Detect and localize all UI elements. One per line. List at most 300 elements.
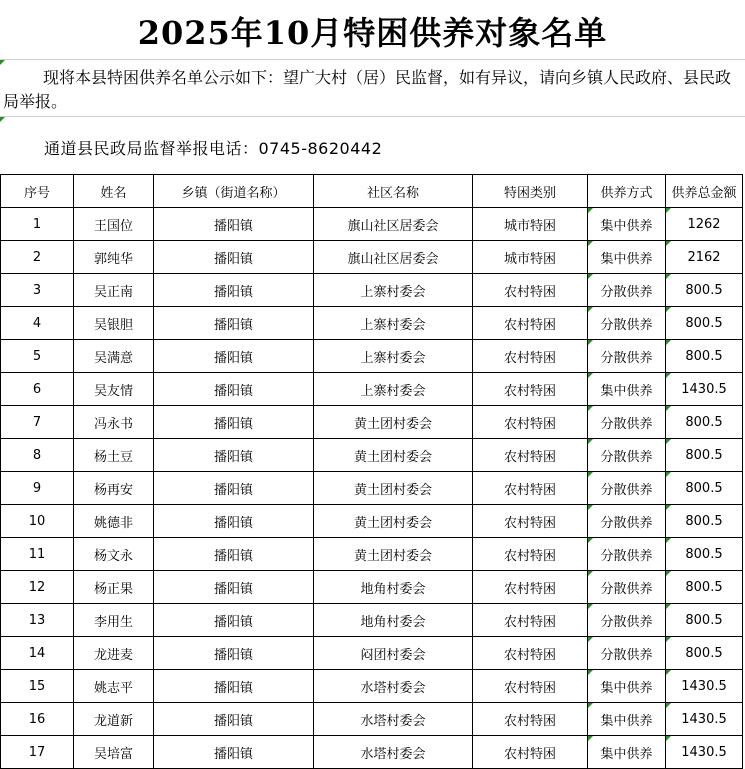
cell-index-value: 8 [32,447,42,463]
cell-community-value: 黄土团村委会 [353,515,432,531]
cell-comment-marker [666,736,671,741]
cell-category-value: 农村特困 [503,548,556,564]
cell-category[interactable] [473,373,588,406]
cell-total-amount[interactable] [666,208,743,241]
cell-index-value: 7 [32,414,42,430]
cell-total-amount[interactable] [666,736,743,769]
cell-total-amount[interactable] [666,274,743,307]
cell-support-mode[interactable] [588,670,666,703]
table-header-row [1,175,743,208]
cell-community[interactable] [314,274,473,307]
cell-name[interactable] [74,340,154,373]
cell-community-value: 旗山社区居委会 [347,251,439,267]
cell-category[interactable] [473,208,588,241]
cell-support-mode-value: 分散供养 [600,614,653,630]
table-row [1,307,743,340]
cell-support-mode-value: 分散供养 [600,449,653,465]
cell-support-mode-value: 分散供养 [600,548,653,564]
cell-support-mode[interactable] [588,373,666,406]
cell-total-amount-value: 2162 [687,249,721,265]
cell-index-value: 6 [32,381,42,397]
cell-support-mode[interactable] [588,604,666,637]
cell-comment-marker [666,274,671,279]
cell-category[interactable] [473,538,588,571]
cell-community-value: 上寨村委会 [360,383,426,399]
cell-category[interactable] [473,241,588,274]
cell-township-value: 播阳镇 [213,746,253,762]
cell-name-value: 吴友情 [93,383,133,399]
cell-township[interactable] [154,439,314,472]
table-row [1,571,743,604]
cell-comment-marker [588,604,593,609]
cell-support-mode-value: 分散供养 [600,482,653,498]
cell-category[interactable] [473,439,588,472]
cell-comment-marker [588,208,593,213]
table-row [1,472,743,505]
cell-comment-marker [588,571,593,576]
cell-total-amount-value: 1430.5 [681,678,727,694]
cell-support-mode-value: 分散供养 [600,284,653,300]
cell-support-mode[interactable] [588,241,666,274]
cell-total-amount[interactable] [666,373,743,406]
cell-comment-marker [588,439,593,444]
cell-name-value: 杨再安 [93,482,133,498]
table-row [1,439,743,472]
cell-total-amount[interactable] [666,505,743,538]
cell-name-value: 杨土豆 [93,449,133,465]
cell-comment-marker [588,373,593,378]
cell-support-mode[interactable] [588,307,666,340]
cell-name[interactable] [74,736,154,769]
cell-comment-marker [666,307,671,312]
cell-category-value: 农村特困 [503,614,556,630]
cell-name[interactable] [74,406,154,439]
cell-name[interactable] [74,571,154,604]
cell-community-value: 上寨村委会 [360,350,426,366]
cell-township[interactable] [154,505,314,538]
header-index: 序号 [1,175,74,208]
cell-comment-marker [666,505,671,510]
cell-category-value: 城市特困 [503,251,556,267]
cell-index-value: 15 [28,678,46,694]
cell-township-value: 播阳镇 [213,218,253,234]
cell-community-value: 旗山社区居委会 [347,218,439,234]
cell-community[interactable] [314,340,473,373]
cell-index[interactable] [1,274,74,307]
cell-comment-marker [666,670,671,675]
cell-total-amount-value: 800.5 [685,579,723,595]
cell-township-value: 播阳镇 [213,350,253,366]
cell-comment-marker [588,340,593,345]
cell-category-value: 农村特困 [503,284,556,300]
cell-comment-marker [588,505,593,510]
cell-comment-marker [666,538,671,543]
cell-total-amount-value: 800.5 [685,513,723,529]
cell-community[interactable] [314,538,473,571]
cell-name[interactable] [74,274,154,307]
table-row [1,274,743,307]
notice-row [0,60,745,117]
cell-community[interactable] [314,604,473,637]
cell-support-mode-value: 集中供养 [600,218,653,234]
cell-support-mode[interactable] [588,505,666,538]
cell-comment-marker [666,406,671,411]
cell-community-value: 黄土团村委会 [353,449,432,465]
cell-name-value: 杨正果 [93,581,133,597]
header-community: 社区名称 [314,175,473,208]
cell-comment-marker [666,571,671,576]
cell-community[interactable] [314,670,473,703]
cell-township[interactable] [154,670,314,703]
cell-category[interactable] [473,307,588,340]
cell-community-value: 水塔村委会 [360,746,426,762]
cell-category[interactable] [473,703,588,736]
cell-support-mode-value: 集中供养 [600,746,653,762]
notice-text: 现将本县特困供养名单公示如下：望广大村（居）民监督，如有异议，请向乡镇人民政府、县民政局举报。 [3,68,732,111]
cell-category-value: 农村特困 [503,647,556,663]
table-row [1,340,743,373]
cell-community[interactable] [314,439,473,472]
cell-support-mode-value: 集中供养 [600,383,653,399]
cell-total-amount-value: 1430.5 [681,744,727,760]
cell-comment-marker [666,208,671,213]
cell-name-value: 吴培富 [93,746,133,762]
header-township: 乡镇（街道名称） [154,175,314,208]
cell-total-amount[interactable] [666,637,743,670]
cell-name-value: 冯永书 [93,416,133,432]
cell-support-mode[interactable] [588,274,666,307]
cell-community[interactable] [314,406,473,439]
cell-community[interactable] [314,571,473,604]
cell-comment-marker [588,637,593,642]
cell-township-value: 播阳镇 [213,416,253,432]
cell-index-value: 4 [32,315,42,331]
cell-support-mode-value: 集中供养 [600,251,653,267]
table-row [1,373,743,406]
cell-community-value: 水塔村委会 [360,680,426,696]
cell-township-value: 播阳镇 [213,581,253,597]
cell-category-value: 农村特困 [503,416,556,432]
cell-total-amount-value: 1430.5 [681,711,727,727]
cell-index-value: 5 [32,348,42,364]
cell-name-value: 姚志平 [93,680,133,696]
cell-support-mode-value: 分散供养 [600,515,653,531]
cell-comment-marker [588,472,593,477]
cell-name[interactable] [74,538,154,571]
cell-community[interactable] [314,637,473,670]
cell-category-value: 农村特困 [503,317,556,333]
cell-name-value: 李用生 [93,614,133,630]
table-row [1,703,743,736]
cell-township[interactable] [154,637,314,670]
cell-community-value: 水塔村委会 [360,713,426,729]
cell-comment-marker [588,406,593,411]
header-total-amount: 供养总金额 [666,175,743,208]
phone-row [0,117,745,173]
cell-index-value: 9 [32,480,42,496]
cell-township-value: 播阳镇 [213,515,253,531]
cell-category[interactable] [473,472,588,505]
table-row [1,637,743,670]
cell-township[interactable] [154,241,314,274]
cell-total-amount-value: 800.5 [685,447,723,463]
cell-index[interactable] [1,670,74,703]
cell-index-value: 2 [32,249,42,265]
report-phone-text: 通道县民政局监督举报电话：0745-8620442 [44,139,383,158]
table-row [1,604,743,637]
cell-name-value: 龙进麦 [93,647,133,663]
cell-name[interactable] [74,637,154,670]
cell-total-amount-value: 800.5 [685,645,723,661]
table-row [1,208,743,241]
cell-name[interactable] [74,208,154,241]
cell-support-mode-value: 分散供养 [600,581,653,597]
cell-category[interactable] [473,340,588,373]
cell-township[interactable] [154,307,314,340]
cell-name-value: 王国位 [93,218,133,234]
cell-township[interactable] [154,703,314,736]
cell-township-value: 播阳镇 [213,713,253,729]
cell-index[interactable] [1,604,74,637]
cell-township-value: 播阳镇 [213,680,253,696]
cell-township[interactable] [154,472,314,505]
cell-township-value: 播阳镇 [213,251,253,267]
title-row [0,0,745,60]
cell-name[interactable] [74,307,154,340]
cell-comment-marker [666,604,671,609]
cell-township[interactable] [154,538,314,571]
cell-total-amount[interactable] [666,571,743,604]
cell-total-amount[interactable] [666,340,743,373]
cell-index[interactable] [1,373,74,406]
cell-index[interactable] [1,505,74,538]
cell-index[interactable] [1,637,74,670]
cell-comment-marker [666,703,671,708]
table-row [1,670,743,703]
cell-township[interactable] [154,274,314,307]
cell-community[interactable] [314,703,473,736]
cell-township-value: 播阳镇 [213,614,253,630]
cell-comment-marker [588,670,593,675]
cell-total-amount-value: 800.5 [685,315,723,331]
cell-comment-marker [666,439,671,444]
cell-support-mode-value: 分散供养 [600,317,653,333]
cell-community-value: 地角村委会 [360,614,426,630]
cell-comment-marker [588,703,593,708]
cell-category-value: 农村特困 [503,482,556,498]
cell-total-amount[interactable] [666,703,743,736]
cell-comment-marker [666,472,671,477]
cell-comment-marker [666,241,671,246]
cell-total-amount-value: 800.5 [685,414,723,430]
cell-name[interactable] [74,703,154,736]
cell-community-value: 黄土团村委会 [353,482,432,498]
cell-comment-marker [588,241,593,246]
cell-support-mode-value: 分散供养 [600,647,653,663]
cell-category[interactable] [473,274,588,307]
cell-support-mode[interactable] [588,472,666,505]
cell-community-value: 闷团村委会 [360,647,426,663]
cell-township[interactable] [154,373,314,406]
header-name: 姓名 [74,175,154,208]
cell-total-amount-value: 800.5 [685,546,723,562]
cell-category-value: 农村特困 [503,581,556,597]
cell-community-value: 上寨村委会 [360,317,426,333]
cell-category-value: 农村特困 [503,713,556,729]
cell-category-value: 农村特困 [503,350,556,366]
cell-index[interactable] [1,241,74,274]
cell-community-value: 黄土团村委会 [353,416,432,432]
cell-category-value: 农村特困 [503,680,556,696]
cell-name-value: 吴满意 [93,350,133,366]
cell-name[interactable] [74,373,154,406]
cell-category-value: 城市特困 [503,218,556,234]
cell-community[interactable] [314,472,473,505]
cell-index[interactable] [1,736,74,769]
cell-index-value: 17 [28,744,46,760]
cell-comment-marker [666,340,671,345]
cell-community-value: 地角村委会 [360,581,426,597]
cell-support-mode[interactable] [588,208,666,241]
cell-support-mode[interactable] [588,406,666,439]
cell-community[interactable] [314,307,473,340]
cell-index[interactable] [1,538,74,571]
cell-total-amount-value: 800.5 [685,480,723,496]
cell-index[interactable] [1,340,74,373]
cell-township[interactable] [154,340,314,373]
cell-index-value: 3 [32,282,42,298]
cell-support-mode[interactable] [588,538,666,571]
cell-comment-marker [588,736,593,741]
cell-name-value: 吴正南 [93,284,133,300]
cell-name-value: 姚德非 [93,515,133,531]
cell-township[interactable] [154,208,314,241]
cell-support-mode[interactable] [588,736,666,769]
cell-total-amount[interactable] [666,406,743,439]
cell-index-value: 13 [28,612,46,628]
cell-name-value: 郭纯华 [93,251,133,267]
cell-support-mode-value: 集中供养 [600,680,653,696]
cell-total-amount-value: 800.5 [685,612,723,628]
cell-index-value: 11 [28,546,46,562]
cell-township[interactable] [154,571,314,604]
table-row [1,406,743,439]
cell-category[interactable] [473,505,588,538]
cell-name[interactable] [74,472,154,505]
cell-total-amount[interactable] [666,538,743,571]
cell-category[interactable] [473,736,588,769]
cell-name[interactable] [74,670,154,703]
cell-comment-marker [588,307,593,312]
cell-name-value: 吴银胆 [93,317,133,333]
cell-township-value: 播阳镇 [213,383,253,399]
cell-total-amount[interactable] [666,241,743,274]
cell-township[interactable] [154,406,314,439]
cell-name[interactable] [74,505,154,538]
cell-comment-marker [666,373,671,378]
cell-index-value: 16 [28,711,46,727]
cell-category[interactable] [473,571,588,604]
cell-index-value: 1 [32,216,42,232]
cell-community[interactable] [314,373,473,406]
cell-category-value: 农村特困 [503,383,556,399]
cell-community[interactable] [314,736,473,769]
cell-index[interactable] [1,307,74,340]
page-title: 2025年10月特困供养对象名单 [137,14,608,52]
cell-community[interactable] [314,241,473,274]
cell-index[interactable] [1,406,74,439]
cell-name-value: 杨文永 [93,548,133,564]
cell-name-value: 龙道新 [93,713,133,729]
cell-index[interactable] [1,472,74,505]
cell-category-value: 农村特困 [503,746,556,762]
cell-category-value: 农村特困 [503,515,556,531]
roster-table [0,174,743,769]
cell-support-mode-value: 分散供养 [600,350,653,366]
cell-index[interactable] [1,439,74,472]
cell-township-value: 播阳镇 [213,548,253,564]
cell-index[interactable] [1,208,74,241]
cell-support-mode[interactable] [588,571,666,604]
roster-body [1,208,743,769]
cell-index[interactable] [1,703,74,736]
cell-category[interactable] [473,637,588,670]
cell-total-amount[interactable] [666,472,743,505]
table-row [1,736,743,769]
cell-category[interactable] [473,406,588,439]
cell-total-amount[interactable] [666,670,743,703]
header-category: 特困类别 [473,175,588,208]
cell-total-amount-value: 1430.5 [681,381,727,397]
cell-township-value: 播阳镇 [213,449,253,465]
cell-township-value: 播阳镇 [213,482,253,498]
cell-name[interactable] [74,241,154,274]
cell-index-value: 14 [28,645,46,661]
cell-index-value: 10 [28,513,46,529]
cell-name[interactable] [74,439,154,472]
cell-community-value: 黄土团村委会 [353,548,432,564]
cell-category-value: 农村特困 [503,449,556,465]
cell-total-amount[interactable] [666,307,743,340]
cell-township-value: 播阳镇 [213,284,253,300]
cell-township[interactable] [154,604,314,637]
cell-index[interactable] [1,571,74,604]
cell-category[interactable] [473,670,588,703]
cell-total-amount[interactable] [666,439,743,472]
cell-support-mode[interactable] [588,340,666,373]
cell-total-amount-value: 1262 [687,216,721,232]
cell-name[interactable] [74,604,154,637]
header-support-mode: 供养方式 [588,175,666,208]
cell-support-mode[interactable] [588,637,666,670]
cell-index-value: 12 [28,579,46,595]
cell-community[interactable] [314,505,473,538]
cell-total-amount-value: 800.5 [685,282,723,298]
cell-comment-marker [588,538,593,543]
cell-comment-marker [588,274,593,279]
cell-support-mode[interactable] [588,439,666,472]
cell-support-mode-value: 分散供养 [600,416,653,432]
cell-township[interactable] [154,736,314,769]
cell-community-value: 上寨村委会 [360,284,426,300]
cell-total-amount[interactable] [666,604,743,637]
cell-category[interactable] [473,604,588,637]
table-row [1,505,743,538]
table-row [1,538,743,571]
cell-support-mode[interactable] [588,703,666,736]
cell-total-amount-value: 800.5 [685,348,723,364]
cell-community[interactable] [314,208,473,241]
